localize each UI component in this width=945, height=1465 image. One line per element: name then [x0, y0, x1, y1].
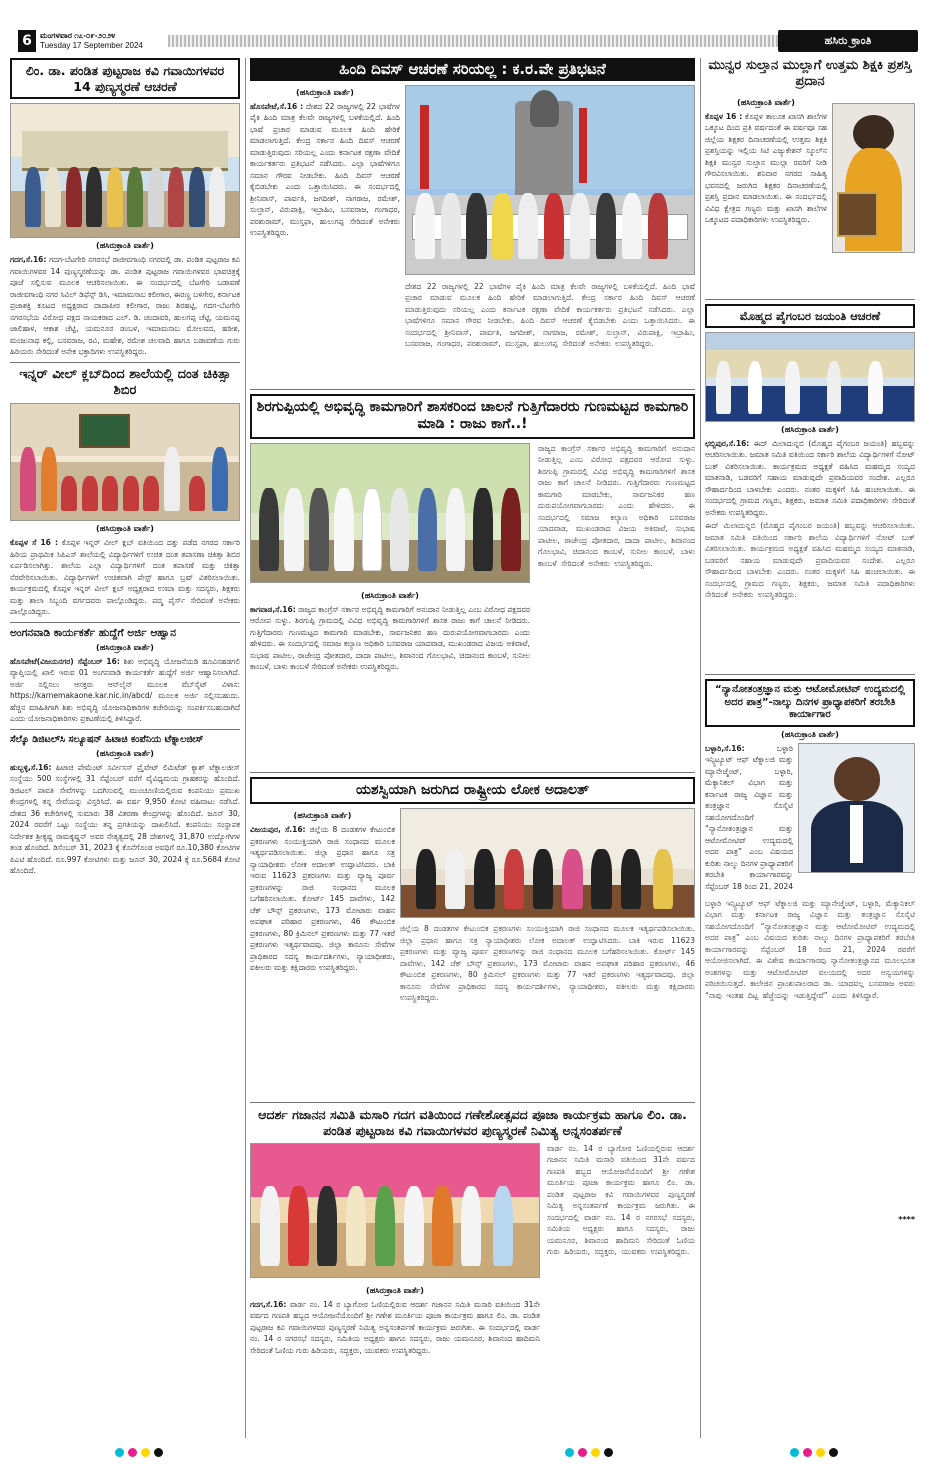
- end-mark: ****: [898, 1214, 915, 1224]
- article-body: [705, 743, 793, 893]
- byline: (ಹಸಿರುಕ್ರಾಂತಿ ವಾರ್ತೆ): [361, 590, 419, 600]
- headline: ಮೊಹ್ಮದ ಪೈಗಂಬರ ಜಯಂತಿ ಆಚರಣೆ: [705, 304, 915, 328]
- headline: ಯಶಸ್ವಿಯಾಗಿ ಜರುಗಿದ ರಾಷ್ಟ್ರೀಯ ಲೋಕ ಅದಾಲತ್: [250, 777, 695, 805]
- article-body: [250, 824, 395, 974]
- article-body-continued: [705, 520, 915, 670]
- article-body: [10, 762, 240, 877]
- byline: (ಹಸಿರುಕ್ರಾಂತಿ ವಾರ್ತೆ): [366, 1285, 424, 1295]
- article-body-continued: [538, 443, 695, 763]
- headline: ಸೆಲ್ಕೊ ಡಿಜಿಟಲ್‌ಸಿ ಸಲ್ಯೂಷನ್ ಹಿಟಾಚಿ ಕಂಪೆನಿಯ ಟೆಕ್ನಾಲಜೀಸ್: [10, 733, 204, 745]
- byline: (ಹಸಿರುಕ್ರಾಂತಿ ವಾರ್ತೆ): [781, 729, 839, 739]
- headline: ಆದರ್ಶ ಗಜಾನನ ಸಮಿತಿ ಮಸಾರಿ ಗದಗ ವತಿಯಿಂದ ಗಣೇಶೋತ್ಸವದ ಪೂಜಾ ಕಾರ್ಯಕ್ರಮ ಹಾಗೂ ಲಿಂ. ಡಾ. ಪಂಡಿತ ಪುಟ್ಟರಾಜ ಕವಿ ಗವಾಯಿಗಳವರ ಪುಣ್ಯಸ್ಮರಣೆ ನಿಮಿತ್ಯ ಅನ್ನಸಂತರ್ಪಣೆ: [258, 1107, 687, 1138]
- body-text: ಈದ್ ಮಿಲಾದುನ್ನಬಿ (ಮೊಹ್ಮದ ಪೈಗಂಬರ ಜಯಂತಿ) ಹಬ್ಬವನ್ನು ಆಚರಿಸಲಾಯಿತು. ಜಮಾತ ಸಮಿತಿ ವತಿಯಿಂದ ಸರ್ಕಾರಿ ಶಾಲೆಯ ವಿದ್ಯಾರ್ಥಿಗಳಿಗೆ ನೋಟ್ ಬುಕ್ ವಿತರಿಸಲಾಯಿತು. ಕಾರ್ಯಕ್ರಮದ ಅಧ್ಯಕ್ಷತೆ ವಹಿಸಿದ ಮಹಮ್ಮದ ಸಯ್ಯದ ಮಾತನಾಡಿ, ಬಡವರಿಗೆ ಸಹಾಯ ಮಾಡುವುದೇ ಪ್ರವಾದಿಯವರ ಸಂದೇಶ. ಎಲ್ಲರೂ ಸೌಹಾರ್ದದಿಂದ ಬಾಳಬೇಕು ಎಂದರು. ನಂತರ ಮಕ್ಕಳಿಗೆ ಸಿಹಿ ಹಂಚಲಾಯಿತು. ಈ ಸಂದರ್ಭದಲ್ಲಿ ಗ್ರಾಮದ ಗಣ್ಯರು, ಶಿಕ್ಷಕರು, ಜಮಾತ ಸಮಿತಿ ಪದಾಧಿಕಾರಿಗಳು ಸೇರಿದಂತೆ ಅನೇಕರು ಉಪಸ್ಥಿತರಿದ್ದರು.: [705, 438, 915, 517]
- column-rule: [700, 58, 701, 1438]
- right-column: [705, 58, 915, 1438]
- byline: (ಹಸಿರುಕ್ರಾಂತಿ ವಾರ್ತೆ): [293, 811, 352, 821]
- body-text: ಹಿಟಾಚಿ ಪೇಮೆಂಟ್ ಸರ್ವೀಸಸ್ ಪ್ರೈವೇಟ್ ಲಿಮಿಟೆಡ್ ಕ್ಯಾಶ್ ಟೆಕ್ನಾಲಜೀಸ್ ಸಂಸ್ಥೆಯು 500 ಸಂಸ್ಥೆಗಳಲ್ಲಿ 31 ಸೆಪ್ಟೆಂಬರ್ ವರೆಗೆ ವೈವಿಧ್ಯಮಯ ಗ್ರಾಹಕರನ್ನು ಹೊಂದಿದೆ. ಡಿಜಿಟಲ್ ಪಾವತಿ ಸೇವೆಗಳನ್ನು ಒದಗಿಸುವಲ್ಲಿ ಮುಂಚೂಣಿಯಲ್ಲಿರುವ ಕಂಪನಿಯು ಪ್ರಮುಖ ಕೇಂದ್ರಗಳಲ್ಲಿ ತನ್ನ ಸೇವೆಯನ್ನು ವಿಸ್ತರಿಸಿದೆ. ಈ ವರ್ಷ 9,950 ಕೋಟಿ ವಹಿವಾಟು ನಡೆಸಿದೆ. ದೇಶದ 36 ಕಚೇರಿಗಳಲ್ಲಿ ಸುಮಾರು 38 ವಿತರಣಾ ಕೇಂದ್ರಗಳನ್ನು ಹೊಂದಿದೆ. ಜೂನ್ 30, 2024 ರವರೆಗೆ ಒಟ್ಟು ಸಂಸ್ಥೆಯು ತನ್ನ ಪ್ರಗತಿಯನ್ನು ದಾಖಲಿಸಿದೆ. ಕಂಪನಿಯು ಸಂಸ್ಥಾಪಕ ನಿರ್ದೇಶಕ ಶ್ರೀಕೃಷ್ಣ ರಾಮಕೃಷ್ಣನ್ ಅವರ ನೇತೃತ್ವದಲ್ಲಿ 28 ದೇಶಗಳಲ್ಲಿ 31,870 ಉದ್ಯೋಗಿಗಳ ತಂಡ ಹೊಂದಿದೆ. ಡಿಸೆಂಬರ್ 31, 2023 ಕ್ಕೆ ಕೊನೆಗೊಂಡ ಅವಧಿಗೆ ರೂ.10,380 ಕೋಟಿಗಳ ಪಿಎಟಿ ಹೊಂದಿದೆ. ರೂ.997 ಕೋಟಿಗಳು ಮತ್ತು ಜೂನ್ 30, 2024 ಕ್ಕೆ ರೂ.5684 ಕೋಟಿ ಹೊಂದಿದೆ.: [10, 762, 240, 876]
- header-band: [168, 35, 778, 47]
- dateline: ಛಬ್ಬಿಪುರ,ಸೆ.16:: [705, 438, 750, 448]
- article-body: [10, 537, 240, 618]
- article-body-continued: [405, 281, 695, 381]
- photo-pandit-ceremony: [10, 103, 240, 238]
- column-rule: [245, 58, 246, 1438]
- body-text: ಬಳ್ಳಾರಿ ಇನ್ಸ್ಟಿಟ್ಯೂಟ್ ಆಫ್ ಟೆಕ್ನಾಲಜಿ ಮತ್ತು ಮ್ಯಾನೇಜ್ಮೆಂಟ್, ಬಳ್ಳಾರಿ, ಮೆಕ್ಯಾನಿಕಲ್ ವಿಭಾಗ ಮತ್ತು ಕರ್ನಾಟಕ ರಾಜ್ಯ ವಿಜ್ಞಾನ ಮತ್ತು ತಂತ್ರಜ್ಞಾನ ಸೊಸೈಟಿ ಸಹಯೋಗದೊಂದಿಗೆ “ನ್ಯಾನೋತಂತ್ರಜ್ಞಾನ ಮತ್ತು ಆಟೋಮೋಟಿವ್ ಉದ್ಯಮದಲ್ಲಿ ಅದರ ಪಾತ್ರ” ಎಂಬ ವಿಷಯದ ಕುರಿತು ನಾಲ್ಕು ದಿನಗಳ ಪ್ರಾಧ್ಯಾಪಕರಿಗೆ ತರಬೇತಿ ಕಾರ್ಯಾಗಾರವನ್ನು ಸೆಪ್ಟೆಂಬರ್ 18 ರಿಂದ 21, 2024: [705, 743, 793, 891]
- headline: “ನ್ಯಾನೋತಂತ್ರಜ್ಞಾನ ಮತ್ತು ಆಟೋಮೋಟಿವ್ ಉದ್ಯಮದಲ್ಲಿ ಅದರ ಪಾತ್ರ”-ನಾಲ್ಕು ದಿನಗಳ ಪ್ರಾಧ್ಯಾಪಕರಿಗೆ ತರಬೇತಿ ಕಾರ್ಯಾಗಾರ: [705, 679, 915, 727]
- dateline: ಕೊಪ್ಪಳ 16 :: [705, 111, 743, 121]
- issue-date-english: Tuesday 17 September 2024: [40, 41, 143, 50]
- byline: (ಹಸಿರುಕ್ರಾಂತಿ ವಾರ್ತೆ): [96, 642, 154, 652]
- body-text: ಕೊಪ್ಪಳ ಇನ್ನರ್ ವೀಲ್ ಕ್ಲಬ್ ವತಿಯಿಂದ ದತ್ತು ಪಡೆದ ನಗರದ ಸರ್ಕಾರಿ ಹಿರಿಯ ಪ್ರಾಥಮಿಕ ಸಿಪಿಎಸ್ ಶಾಲೆಯಲ್ಲಿ ವಿದ್ಯಾರ್ಥಿಗಳಿಗೆ ಉಚಿತ ದಂತ ತಪಾಸಣಾ ಚಿಕಿತ್ಸಾ ಶಿಬಿರ ಏರ್ಪಡಿಸಲಾಗಿತ್ತು. ಶಾಲೆಯ ಎಲ್ಲಾ ವಿದ್ಯಾರ್ಥಿಗಳಿಗೆ ದಂತ ತಪಾಸಣೆ ಮತ್ತು ಚಿಕಿತ್ಸಾ ನೆರವೇರಿಸಲಾಯಿತು. ವಿದ್ಯಾರ್ಥಿಗಳಿಗೆ ಉಚಿತವಾಗಿ ಪೇಸ್ಟ್ ಹಾಗೂ ಬ್ರಷ್ ವಿತರಿಸಲಾಯಿತು. ಕಾರ್ಯಕ್ರಮದಲ್ಲಿ ಕೊಪ್ಪಳ ಇನ್ನರ್ ವೀಲ್ ಕ್ಲಬ್ ಅಧ್ಯಕ್ಷರಾದ ಉಮಾ ಮತ್ತು ಸದಸ್ಯರು, ಶಿಕ್ಷಕರು ಮತ್ತು ಶಾಲಾ ಸಿಬ್ಬಂದಿ ವರ್ಗದವರು ಪಾಲ್ಗೊಂಡಿದ್ದರು. ಪದ್ಮ ಪೈರ್ಸ್ ಸೇರಿದಂತೆ ಅನೇಕರು ಪಾಲ್ಗೊಂಡಿದ್ದರು.: [10, 538, 240, 617]
- body-text: ಗದಗ-ಬೆಟಗೇರಿ ನಗರಸಭೆ ರಾಜೀವಗಾಂಧಿ ನಗರದಲ್ಲಿ ಡಾ. ಪಂಡಿತ ಪುಟ್ಟರಾಜ ಕವಿ ಗವಾಯಿಗಳವರ 14 ಪುಣ್ಯಸ್ಮರಣೆಯನ್ನು ಡಾ. ಪಂಡಿತ ಪುಟ್ಟರಾಜ ಗವಾಯಿಗಳವರ ಭಾವಚಿತ್ರಕ್ಕೆ ಪೂಜೆ ಸಲ್ಲಿಸುವ ಮೂಲಕ ಆಚರಿಸಲಾಯಿತು. ಈ ಸಂದರ್ಭದಲ್ಲಿ ಬೆಟಗೇರಿ ಬಡಾವಣೆ ರಾಜೀವಗಾಂಧಿ ನಗರ ಸಿವಿಲ್ ಡಿಫೆನ್ಸ್ ಡಿಸಿ, ಇಮಾಮಸಾಬ ಕಲೀಗಾರ, ಈರಣ್ಣ ಬಳಿಗೇರ, ಕರ್ನಾಟಕ ಪ್ರಜಾಶಕ್ತಿ ಕೂಟದ ಅಧ್ಯಕ್ಷರಾದ ದಾದಾಪೀರ ಕಲೀಗಾರ, ರಾಜು ಶಿರಹಟ್ಟಿ, ಗದಗ-ಬೆಟಗೇರಿ ನಗರಸಭೆಯ ವಿರೋಧ ಪಕ್ಷದ ನಾಯಕರಾದ ಎಲ್. ಡಿ. ಚಂದಾವರಿ, ಹುಲಗಪ್ಪ ಚೆಟ್ಟಿ, ಯಮನಪ್ಪ ಜಾಲಿಹಾಳ, ಆಕಾಶ ಚೆಟ್ಟಿ, ಯಮನೂರ ಡಂಬಳ, ಇಮಾಮಸಾಬ ಮೋಲವದ, ಹರೀಶ, ಮಂಜುನಾಥ ಕಲ್ಲಿ, ಬಸವರಾಜ, ರವಿ, ಮಹೇಶ, ರಮೇಶ ಚಲವಾದಿ ಹಾಗೂ ಬಡಾವಣೆಯ ಗುರು ಹಿರಿಯರು ಸೇರಿದಂತೆ ಅನೇಕ ಭಕ್ತಾದಿಗಳು ಉಪಸ್ಥಿತರಿದ್ದರು.: [10, 255, 240, 357]
- registration-marks: [565, 1448, 617, 1457]
- photo-lok-adalat: [400, 808, 695, 918]
- article-mohammad: [705, 304, 915, 671]
- dateline: ಬಳ್ಳಾರಿ,ಸೆ.16:: [705, 743, 745, 753]
- issue-date: [40, 31, 143, 51]
- body-text: ರಾಜ್ಯದ ಕಾಂಗ್ರೆಸ್ ಸರ್ಕಾರ ಅಭಿವೃದ್ಧಿ ಕಾಮಗಾರಿಗೆ ಅನುದಾನ ನೀಡುತ್ತಿಲ್ಲ ಎಂಬ ವಿರೋಧ ಪಕ್ಷದವರ ಆರೋಪ ಸುಳ್ಳು. ಶಿರಗುಪ್ಪಿ ಗ್ರಾಮದಲ್ಲಿ ವಿವಿಧ ಅಭಿವೃದ್ಧಿ ಕಾಮಗಾರಿಗಳಿಗೆ ಶಾಸಕ ರಾಜು ಕಾಗೆ ಚಾಲನೆ ನೀಡಿದರು. ಗುತ್ತಿಗೆದಾರರು ಗುಣಮಟ್ಟದ ಕಾಮಗಾರಿ ಮಾಡಬೇಕು, ಸಾರ್ವಜನಿಕರ ಹಣ ದುರುಪಯೋಗವಾಗಬಾರದು ಎಂದು ಹೇಳಿದರು. ಈ ಸಂದರ್ಭದಲ್ಲಿ ಸಮಾಜ ಕಲ್ಯಾಣ ಅಧಿಕಾರಿ ಬಸವರಾಜ ಯಾದವಾಡ, ಮುಖಂಡರಾದ ವಿಜಯ ಅಕಿವಾಟೆ, ಸುಭಾಷ ಪಾಟೀಲ, ರಾಜೇಂದ್ರ ಪೋತದಾರ, ದಾದಾ ಪಾಟೀಲ, ಶಿವಾನಂದ ಗೊಲಭಾವಿ, ಚಿದಾನಂದ ಕಾಂಬಳೆ, ಸುನೀಲ ಕಾಂಬಳೆ, ಬಾಳು ಕಾಂಬಳೆ ಸೇರಿದಂತೆ ಅನೇಕರು ಉಪಸ್ಥಿತರಿದ್ದರು.: [538, 443, 695, 568]
- article-body-continued: [400, 923, 695, 1093]
- article-body: [250, 101, 400, 239]
- photo-dental-camp: [10, 403, 240, 521]
- dateline: ಕಾಗವಾಡ,ಸೆ.16:: [250, 604, 296, 614]
- body-text: ಜಿಲ್ಲೆಯ 8 ದಂಡತಗಳ ಕೇಟುಂಬಿಕ ಪ್ರಕರಣಗಳು ಸಂಯುಕ್ತಿಯಾಗಿ ರಾಜಿ ಸಂಧಾನದ ಮೂಲಕ ಇತ್ಯರ್ಥಪಡಿಸಲಾಯಿತು. ಜಿಲ್ಲಾ ಪ್ರಧಾನ ಹಾಗೂ ಸತ್ರ ನ್ಯಾಯಾಧೀಶರು ಲೋಕ ಅದಾಲತ್ ಉದ್ಘಾಟಿಸಿದರು. ಬಾಕಿ ಇರುವ 11623 ಪ್ರಕರಣಗಳು ಮತ್ತು ವ್ಯಾಜ್ಯ ಪೂರ್ವ ಪ್ರಕರಣಗಳನ್ನು ರಾಜಿ ಸಂಧಾನದ ಮೂಲಕ ಬಗೆಹರಿಸಲಾಯಿತು. ಕೋರ್ಟ್ 145 ದಾವೆಗಳು, 142 ಚೆಕ್ ಬೌನ್ಸ್ ಪ್ರಕರಣಗಳು, 173 ಮೋಟಾರು ವಾಹನ ಅಪಘಾತ ಪರಿಹಾರ ಪ್ರಕರಣಗಳು, 46 ಕೌಟುಂಬಿಕ ಪ್ರಕರಣಗಳು, 80 ಕ್ರಿಮಿನಲ್ ಪ್ರಕರಣಗಳು ಮತ್ತು 77 ಇತರೆ ಪ್ರಕರಣಗಳು ಇತ್ಯರ್ಥವಾದವು. ಜಿಲ್ಲಾ ಕಾನೂನು ಸೇವೆಗಳ ಪ್ರಾಧಿಕಾರದ ಸದಸ್ಯ ಕಾರ್ಯದರ್ಶಿಗಳು, ನ್ಯಾಯಾಧೀಶರು, ವಕೀಲರು ಮತ್ತು ಕಕ್ಷಿದಾರರು ಉಪಸ್ಥಿತರಿದ್ದರು.: [400, 924, 695, 1003]
- article-innerwheel: [10, 367, 240, 618]
- headline: ಮುನ್ವರ ಸುಲ್ತಾನ ಮುಲ್ಲಾಗೆ ಉತ್ತಮ ಶಿಕ್ಷಕಿ ಪ್ರಶಸ್ತಿ ಪ್ರದಾನ: [708, 58, 912, 90]
- article-body: [10, 254, 240, 358]
- headline: ಶಿರಗುಪ್ಪಿಯಲ್ಲಿ ಅಭಿವೃದ್ಧಿ ಕಾಮಗಾರಿಗೆ ಶಾಸಕರಿಂದ ಚಾಲನೆ ಗುತ್ತಿಗೆದಾರರು ಗುಣಮಟ್ಟದ ಕಾಮಗಾರಿ ಮಾಡಿ : ರಾಜು ಕಾಗೆ..!: [250, 394, 695, 439]
- page-header: [18, 30, 918, 52]
- article-body: [250, 604, 530, 673]
- dateline: ಕೊಪ್ಪಳ ಸೆ 16 :: [10, 538, 58, 548]
- dateline: ಗದಗ,ಸೆ.16:: [250, 1299, 287, 1309]
- article-body: [705, 438, 915, 519]
- dateline: ಹುಬ್ಬಳ್ಳಿ,ಸೆ.16:: [10, 762, 52, 772]
- dateline: ವಿಜಯಪುರ, ಸೆ.16:: [250, 825, 306, 835]
- photo-principal: [798, 743, 915, 873]
- article-body: [10, 656, 240, 725]
- body-text: ವಾರ್ಡ ನಂ. 14 ರ ಬ್ಯಾಗೋರ ಓಣಿಯಲ್ಲಿರುವ ಆದರ್ಶ ಗಜಾನನ ಸಮಿತಿ ಮಸಾರಿ ವತಿಯಿಂದ 31ನೇ ವರ್ಷದ ಗಣಪತಿ ಹಬ್ಬದ ಆಯೋಜನೆಯೊಂದಿಗೆ ಶ್ರೀ ಗಣೇಶ ಮೂರ್ತಿಯ ಪೂಜಾ ಕಾರ್ಯಕ್ರಮ ಹಾಗೂ ಲಿಂ. ಡಾ. ಪಂಡಿತ ಪುಟ್ಟರಾಜ ಕವಿ ಗವಾಯಿಗಳವರ ಪುಣ್ಯಸ್ಮರಣೆ ನಿಮಿತ್ಯ ಅನ್ನಸಂತರ್ಪಣೆ ಕಾರ್ಯಕ್ರಮ ಜರುಗಿತು. ಈ ಸಂದರ್ಭದಲ್ಲಿ ವಾರ್ಡ ನಂ. 14 ರ ನಗರಸಭೆ ಸದಸ್ಯರು, ಸಮಿತಿಯ ಅಧ್ಯಕ್ಷರು ಹಾಗೂ ಸದಸ್ಯರು, ರಾಜು ಯಮನೂರ, ಶಿವಾನಂದ ಹಾದಿಮನಿ ಸೇರಿದಂತೆ ಓಣಿಯ ಗುರು ಹಿರಿಯರು, ಸದ್ಭಕ್ತರು, ಯುವಕರು ಉಪಸ್ಥಿತರಿದ್ದರು.: [250, 1299, 540, 1355]
- article-nanotech: [705, 679, 915, 1224]
- byline: (ಹಸಿರುಕ್ರಾಂತಿ ವಾರ್ತೆ): [96, 241, 154, 251]
- byline: (ಹಸಿರುಕ್ರಾಂತಿ ವಾರ್ತೆ): [737, 97, 795, 107]
- article-body-continued: [705, 898, 915, 1208]
- article-body-continued: [547, 1143, 695, 1348]
- dateline: ಹೊಸಪೇಟೆ,ಸೆ.16 :: [250, 101, 304, 111]
- body-text: ಶಿಶು ಅಭಿವೃದ್ಧಿ ಯೋಜನೆಯಡಿ ಹೂವಿನಹಡಗಲಿ ವ್ಯಾಪ್ತಿಯಲ್ಲಿ ಖಾಲಿ ಇರುವ 01 ಅಂಗನವಾಡಿ ಕಾರ್ಯಕರ್ತೆ ಹುದ್ದೆಗೆ ಅರ್ಜಿ ಆಹ್ವಾನಿಸಲಾಗಿದೆ. ಅರ್ಜಿ ಸಲ್ಲಿಸಲು ಆಸಕ್ತರು ಆನ್‌ಲೈನ್ ಮೂಲಕ ವೆಬ್‌ಸೈಟ್ ವಿಳಾಸ: https://karnemakaone.kar.nic.in/abcd/ ಮೂಲಕ ಅರ್ಜಿ ಸಲ್ಲಿಸಬಹುದು. ಹೆಚ್ಚಿನ ಮಾಹಿತಿಗಾಗಿ ಶಿಶು ಅಭಿವೃದ್ಧಿ ಯೋಜನಾಧಿಕಾರಿಗಳ ಕಚೇರಿಯನ್ನು ಸಂಪರ್ಕಿಸಬಹುದಾಗಿದೆ ಎಂದು ಯೋಜನಾಧಿಕಾರಿಗಳು ಪ್ರಕಟಣೆಯಲ್ಲಿ ತಿಳಿಸಿದ್ದಾರೆ.: [10, 656, 240, 724]
- page-number: 6: [18, 30, 36, 52]
- headline: ಇನ್ನರ್ ವೀಲ್ ಕ್ಲಬ್‌ದಿಂದ ಶಾಲೆಯಲ್ಲಿ ದಂತ ಚಿಕಿತ್ಸಾ ಶಿಬಿರ: [19, 366, 231, 398]
- article-adarsh: [250, 1107, 695, 1355]
- article-cdit: [10, 734, 240, 877]
- registration-marks: [790, 1448, 842, 1457]
- article-pandit: [10, 58, 240, 358]
- photo-teacher-award: [832, 103, 915, 253]
- article-shiraguppi: [250, 394, 695, 768]
- article-anganwadi: [10, 627, 240, 725]
- dateline: ಹೊಸಪೇಟೆ(ವಿಜಯನಗರ) ಸೆಪ್ಟೆಂಬರ್ 16:: [10, 656, 120, 666]
- byline: (ಹಸಿರುಕ್ರಾಂತಿ ವಾರ್ತೆ): [296, 87, 354, 97]
- body-text: ದೇಶದ 22 ರಾಜ್ಯಗಳಲ್ಲಿ 22 ಭಾಷೆಗಳ ಪೈಕಿ ಹಿಂದಿ ಮಾತ್ರ ಕೆಲವೇ ರಾಜ್ಯಗಳಲ್ಲಿ ಬಳಕೆಯಲ್ಲಿದೆ. ಹಿಂದಿ ಭಾಷೆ ಪ್ರಚಾರ ಮಾಡುವ ಮೂಲಕ ಹಿಂದಿ ಹೇರಿಕೆ ಮಾಡಲಾಗುತ್ತಿದೆ. ಕೇಂದ್ರ ಸರ್ಕಾರ ಹಿಂದಿ ದಿವಸ್ ಆಚರಣೆ ಮಾಡುತ್ತಿರುವುದು ಸರಿಯಲ್ಲ ಎಂದು ಕರ್ನಾಟಕ ರಕ್ಷಣಾ ವೇದಿಕೆ ಕಾರ್ಯಕರ್ತರು ಪ್ರತಿಭಟನೆ ನಡೆಸಿದರು. ಎಲ್ಲಾ ಭಾಷೆಗಳಿಗೂ ಸಮಾನ ಗೌರವ ನೀಡಬೇಕು. ಹಿಂದಿ ದಿವಸ್ ಆಚರಣೆ ಕೈಬಿಡಬೇಕು ಎಂದು ಒತ್ತಾಯಿಸಿದರು. ಈ ಸಂದರ್ಭದಲ್ಲಿ ಶ್ರೀನಿವಾಸ್, ಪಾರ್ವತಿ, ಜಗದೀಶ್, ನಾಗರಾಜ, ರಮೇಶ್, ಸುಲ್ತಾನ್, ವಿರುಪಾಕ್ಷಿ, ಇಬ್ರಾಹಿಂ, ಬಸವರಾಜ, ಗಂಗಾಧರ, ಪರಶುರಾಮ್, ಮುಸ್ತಫಾ, ಹುಲುಗಪ್ಪ ಸೇರಿದಂತೆ ಅನೇಕರು ಉಪಸ್ಥಿತರಿದ್ದರು.: [405, 281, 695, 349]
- photo-krv-protest: [405, 85, 695, 275]
- body-text: ಈದ್ ಮಿಲಾದುನ್ನಬಿ (ಮೊಹ್ಮದ ಪೈಗಂಬರ ಜಯಂತಿ) ಹಬ್ಬವನ್ನು ಆಚರಿಸಲಾಯಿತು. ಜಮಾತ ಸಮಿತಿ ವತಿಯಿಂದ ಸರ್ಕಾರಿ ಶಾಲೆಯ ವಿದ್ಯಾರ್ಥಿಗಳಿಗೆ ನೋಟ್ ಬುಕ್ ವಿತರಿಸಲಾಯಿತು. ಕಾರ್ಯಕ್ರಮದ ಅಧ್ಯಕ್ಷತೆ ವಹಿಸಿದ ಮಹಮ್ಮದ ಸಯ್ಯದ ಮಾತನಾಡಿ, ಬಡವರಿಗೆ ಸಹಾಯ ಮಾಡುವುದೇ ಪ್ರವಾದಿಯವರ ಸಂದೇಶ. ಎಲ್ಲರೂ ಸೌಹಾರ್ದದಿಂದ ಬಾಳಬೇಕು ಎಂದರು. ನಂತರ ಮಕ್ಕಳಿಗೆ ಸಿಹಿ ಹಂಚಲಾಯಿತು. ಈ ಸಂದರ್ಭದಲ್ಲಿ ಗ್ರಾಮದ ಗಣ್ಯರು, ಶಿಕ್ಷಕರು, ಜಮಾತ ಸಮಿತಿ ಪದಾಧಿಕಾರಿಗಳು ಸೇರಿದಂತೆ ಅನೇಕರು ಉಪಸ್ಥಿತರಿದ್ದರು.: [705, 521, 915, 600]
- article-lokadalat: [250, 777, 695, 1099]
- body-text: ಕೊಪ್ಪಳ ತಾಲೂಕ ಖಾಸಗಿ ಶಾಲೆಗಳ ಒಕ್ಕೂಟ ದಿಂದ ಪ್ರತಿ ವರ್ಷದಂತೆ ಈ ವರ್ಷವೂ ಸಹ ಜಿಲ್ಲೆಯ ಶಿಕ್ಷಕರ ದಿನಾಚರಣೆಯಲ್ಲಿ ಉತ್ತಮ ಶಿಕ್ಷಕಿ ಪ್ರಶಸ್ತಿಯನ್ನು ಇಲ್ಲಿಯ ಸಿಟಿ ಎಜ್ಯುಕೇಶನ್ ಸ್ಕೂಲ್‌ನ ಶಿಕ್ಷಕಿ ಮುನ್ವರ ಸುಲ್ತಾನ ಮುಲ್ಲಾ ರವರಿಗೆ ನೀಡಿ ಗೌರವಿಸಲಾಯಿತು. ಶನಿವಾರ ನಗರದ ಸಾಹಿತ್ಯ ಭವನದಲ್ಲಿ ಜರುಗಿದ ಶಿಕ್ಷಕರ ದಿನಾಚರಣೆಯಲ್ಲಿ ಪ್ರಶಸ್ತಿ ಪ್ರದಾನ ಮಾಡಲಾಯಿತು. ಈ ಸಂದರ್ಭದಲ್ಲಿ ವಿವಿಧ ಕ್ಷೇತ್ರದ ಗಣ್ಯರು ಮತ್ತು ಖಾಸಗಿ ಶಾಲೆಗಳ ಒಕ್ಕೂಟದ ಪದಾಧಿಕಾರಿಗಳು ಉಪಸ್ಥಿತರಿದ್ದರು.: [705, 111, 828, 224]
- body-text: ಜಿಲ್ಲೆಯ 8 ದಂಡತಗಳ ಕೇಟುಂಬಿಕ ಪ್ರಕರಣಗಳು ಸಂಯುಕ್ತಿಯಾಗಿ ರಾಜಿ ಸಂಧಾನದ ಮೂಲಕ ಇತ್ಯರ್ಥಪಡಿಸಲಾಯಿತು. ಜಿಲ್ಲಾ ಪ್ರಧಾನ ಹಾಗೂ ಸತ್ರ ನ್ಯಾಯಾಧೀಶರು ಲೋಕ ಅದಾಲತ್ ಉದ್ಘಾಟಿಸಿದರು. ಬಾಕಿ ಇರುವ 11623 ಪ್ರಕರಣಗಳು ಮತ್ತು ವ್ಯಾಜ್ಯ ಪೂರ್ವ ಪ್ರಕರಣಗಳನ್ನು ರಾಜಿ ಸಂಧಾನದ ಮೂಲಕ ಬಗೆಹರಿಸಲಾಯಿತು. ಕೋರ್ಟ್ 145 ದಾವೆಗಳು, 142 ಚೆಕ್ ಬೌನ್ಸ್ ಪ್ರಕರಣಗಳು, 173 ಮೋಟಾರು ವಾಹನ ಅಪಘಾತ ಪರಿಹಾರ ಪ್ರಕರಣಗಳು, 46 ಕೌಟುಂಬಿಕ ಪ್ರಕರಣಗಳು, 80 ಕ್ರಿಮಿನಲ್ ಪ್ರಕರಣಗಳು ಮತ್ತು 77 ಇತರೆ ಪ್ರಕರಣಗಳು ಇತ್ಯರ್ಥವಾದವು. ಜಿಲ್ಲಾ ಕಾನೂನು ಸೇವೆಗಳ ಪ್ರಾಧಿಕಾರದ ಸದಸ್ಯ ಕಾರ್ಯದರ್ಶಿಗಳು, ನ್ಯಾಯಾಧೀಶರು, ವಕೀಲರು ಮತ್ತು ಕಕ್ಷಿದಾರರು ಉಪಸ್ಥಿತರಿದ್ದರು.: [250, 825, 395, 973]
- section-title: ಹಸಿರು ಕ್ರಾಂತಿ: [778, 30, 918, 52]
- photo-school-children: [705, 332, 915, 422]
- headline: ಹಿಂದಿ ದಿವಸ್ ಆಚರಣೆ ಸರಿಯಲ್ಲ : ಕ.ರ.ವೇ ಪ್ರತಿಭಟನೆ: [250, 58, 695, 81]
- article-munawar: [705, 58, 915, 295]
- byline: (ಹಸಿರುಕ್ರಾಂತಿ ವಾರ್ತೆ): [781, 424, 839, 434]
- article-body: [250, 1299, 540, 1357]
- headline: ಲಿಂ. ಡಾ. ಪಂಡಿತ ಪುಟ್ಟರಾಜ ಕವಿ ಗವಾಯಿಗಳವರ 14 ಪುಣ್ಯಸ್ಮರಣೆ ಆಚರಣೆ: [10, 58, 240, 99]
- issue-date-kannada: ಮಂಗಳವಾರ ೧೭-೦೯-೨೦೨೪: [40, 31, 116, 40]
- article-body: [705, 111, 827, 226]
- body-text: ದೇಶದ 22 ರಾಜ್ಯಗಳಲ್ಲಿ 22 ಭಾಷೆಗಳ ಪೈಕಿ ಹಿಂದಿ ಮಾತ್ರ ಕೆಲವೇ ರಾಜ್ಯಗಳಲ್ಲಿ ಬಳಕೆಯಲ್ಲಿದೆ. ಹಿಂದಿ ಭಾಷೆ ಪ್ರಚಾರ ಮಾಡುವ ಮೂಲಕ ಹಿಂದಿ ಹೇರಿಕೆ ಮಾಡಲಾಗುತ್ತಿದೆ. ಕೇಂದ್ರ ಸರ್ಕಾರ ಹಿಂದಿ ದಿವಸ್ ಆಚರಣೆ ಮಾಡುತ್ತಿರುವುದು ಸರಿಯಲ್ಲ ಎಂದು ಕರ್ನಾಟಕ ರಕ್ಷಣಾ ವೇದಿಕೆ ಕಾರ್ಯಕರ್ತರು ಪ್ರತಿಭಟನೆ ನಡೆಸಿದರು. ಎಲ್ಲಾ ಭಾಷೆಗಳಿಗೂ ಸಮಾನ ಗೌರವ ನೀಡಬೇಕು. ಹಿಂದಿ ದಿವಸ್ ಆಚರಣೆ ಕೈಬಿಡಬೇಕು ಎಂದು ಒತ್ತಾಯಿಸಿದರು. ಈ ಸಂದರ್ಭದಲ್ಲಿ ಶ್ರೀನಿವಾಸ್, ಪಾರ್ವತಿ, ಜಗದೀಶ್, ನಾಗರಾಜ, ರಮೇಶ್, ಸುಲ್ತಾನ್, ವಿರುಪಾಕ್ಷಿ, ಇಬ್ರಾಹಿಂ, ಬಸವರಾಜ, ಗಂಗಾಧರ, ಪರಶುರಾಮ್, ಮುಸ್ತಫಾ, ಹುಲುಗಪ್ಪ ಸೇರಿದಂತೆ ಅನೇಕರು ಉಪಸ್ಥಿತರಿದ್ದರು.: [250, 101, 400, 238]
- center-column: [250, 58, 695, 1438]
- photo-annasantarpane: [250, 1143, 540, 1278]
- body-text: ರಾಜ್ಯದ ಕಾಂಗ್ರೆಸ್ ಸರ್ಕಾರ ಅಭಿವೃದ್ಧಿ ಕಾಮಗಾರಿಗೆ ಅನುದಾನ ನೀಡುತ್ತಿಲ್ಲ ಎಂಬ ವಿರೋಧ ಪಕ್ಷದವರ ಆರೋಪ ಸುಳ್ಳು. ಶಿರಗುಪ್ಪಿ ಗ್ರಾಮದಲ್ಲಿ ವಿವಿಧ ಅಭಿವೃದ್ಧಿ ಕಾಮಗಾರಿಗಳಿಗೆ ಶಾಸಕ ರಾಜು ಕಾಗೆ ಚಾಲನೆ ನೀಡಿದರು. ಗುತ್ತಿಗೆದಾರರು ಗುಣಮಟ್ಟದ ಕಾಮಗಾರಿ ಮಾಡಬೇಕು, ಸಾರ್ವಜನಿಕರ ಹಣ ದುರುಪಯೋಗವಾಗಬಾರದು ಎಂದು ಹೇಳಿದರು. ಈ ಸಂದರ್ಭದಲ್ಲಿ ಸಮಾಜ ಕಲ್ಯಾಣ ಅಧಿಕಾರಿ ಬಸವರಾಜ ಯಾದವಾಡ, ಮುಖಂಡರಾದ ವಿಜಯ ಅಕಿವಾಟೆ, ಸುಭಾಷ ಪಾಟೀಲ, ರಾಜೇಂದ್ರ ಪೋತದಾರ, ದಾದಾ ಪಾಟೀಲ, ಶಿವಾನಂದ ಗೊಲಭಾವಿ, ಚಿದಾನಂದ ಕಾಂಬಳೆ, ಸುನೀಲ ಕಾಂಬಳೆ, ಬಾಳು ಕಾಂಬಳೆ ಸೇರಿದಂತೆ ಅನೇಕರು ಉಪಸ್ಥಿತರಿದ್ದರು.: [250, 604, 530, 672]
- article-hindi: [250, 58, 695, 385]
- registration-marks: [115, 1448, 167, 1457]
- byline: (ಹಸಿರುಕ್ರಾಂತಿ ವಾರ್ತೆ): [96, 748, 154, 758]
- body-text: ವಾರ್ಡ ನಂ. 14 ರ ಬ್ಯಾಗೋರ ಓಣಿಯಲ್ಲಿರುವ ಆದರ್ಶ ಗಜಾನನ ಸಮಿತಿ ಮಸಾರಿ ವತಿಯಿಂದ 31ನೇ ವರ್ಷದ ಗಣಪತಿ ಹಬ್ಬದ ಆಯೋಜನೆಯೊಂದಿಗೆ ಶ್ರೀ ಗಣೇಶ ಮೂರ್ತಿಯ ಪೂಜಾ ಕಾರ್ಯಕ್ರಮ ಹಾಗೂ ಲಿಂ. ಡಾ. ಪಂಡಿತ ಪುಟ್ಟರಾಜ ಕವಿ ಗವಾಯಿಗಳವರ ಪುಣ್ಯಸ್ಮರಣೆ ನಿಮಿತ್ಯ ಅನ್ನಸಂತರ್ಪಣೆ ಕಾರ್ಯಕ್ರಮ ಜರುಗಿತು. ಈ ಸಂದರ್ಭದಲ್ಲಿ ವಾರ್ಡ ನಂ. 14 ರ ನಗರಸಭೆ ಸದಸ್ಯರು, ಸಮಿತಿಯ ಅಧ್ಯಕ್ಷರು ಹಾಗೂ ಸದಸ್ಯರು, ರಾಜು ಯಮನೂರ, ಶಿವಾನಂದ ಹಾದಿಮನಿ ಸೇರಿದಂತೆ ಓಣಿಯ ಗುರು ಹಿರಿಯರು, ಸದ್ಭಕ್ತರು, ಯುವಕರು ಉಪಸ್ಥಿತರಿದ್ದರು.: [547, 1143, 695, 1256]
- byline: (ಹಸಿರುಕ್ರಾಂತಿ ವಾರ್ತೆ): [96, 524, 154, 534]
- body-text: ಬಳ್ಳಾರಿ ಇನ್ಸ್ಟಿಟ್ಯೂಟ್ ಆಫ್ ಟೆಕ್ನಾಲಜಿ ಮತ್ತು ಮ್ಯಾನೇಜ್ಮೆಂಟ್, ಬಳ್ಳಾರಿ, ಮೆಕ್ಯಾನಿಕಲ್ ವಿಭಾಗ ಮತ್ತು ಕರ್ನಾಟಕ ರಾಜ್ಯ ವಿಜ್ಞಾನ ಮತ್ತು ತಂತ್ರಜ್ಞಾನ ಸೊಸೈಟಿ ಸಹಯೋಗದೊಂದಿಗೆ “ನ್ಯಾನೋತಂತ್ರಜ್ಞಾನ ಮತ್ತು ಆಟೋಮೋಟಿವ್ ಉದ್ಯಮದಲ್ಲಿ ಅದರ ಪಾತ್ರ” ಎಂಬ ವಿಷಯದ ಕುರಿತು ನಾಲ್ಕು ದಿನಗಳ ಪ್ರಾಧ್ಯಾಪಕರಿಗೆ ತರಬೇತಿ ಕಾರ್ಯಾಗಾರವನ್ನು ಸೆಪ್ಟೆಂಬರ್ 18 ರಿಂದ 21, 2024 ರವರೆಗೆ ಆಯೋಜಿಸಲಾಗಿದೆ. ಈ ವಿಶೇಷ ಕಾರ್ಯಾಗಾರವು ನ್ಯಾನೋತಂತ್ರಜ್ಞಾನದ ಮೂಲಭೂತ ಅಂಶಗಳನ್ನು ಮತ್ತು ಆಟೋಮೋಟಿವ್ ವಲಯದಲ್ಲಿ ಅದರ ಅನ್ವಯಗಳನ್ನು ಪರಿಚಯಿಸುತ್ತದೆ. ಕಾಲೇಜಿನ ಪ್ರಾಂಶುಪಾಲರಾದ ಡಾ. ಯಾದವಲ್ಲ ಬಸವರಾಜ ಅವರು “ನಾವು ಇಂತಹ ದಿಟ್ಟ ಹೆಜ್ಜೆಯನ್ನು ಇಡುತ್ತಿದ್ದೇವೆ” ಎಂದು ತಿಳಿಸಿದ್ದಾರೆ.: [705, 898, 915, 1000]
- dateline: ಗದಗ,ಸೆ.16:: [10, 255, 47, 265]
- left-column: [10, 58, 240, 1438]
- headline: ಅಂಗನವಾಡಿ ಕಾರ್ಯಕರ್ತೆ ಹುದ್ದೆಗೆ ಅರ್ಜಿ ಆಹ್ವಾನ: [10, 626, 176, 639]
- photo-shiraguppi-inauguration: [250, 443, 530, 583]
